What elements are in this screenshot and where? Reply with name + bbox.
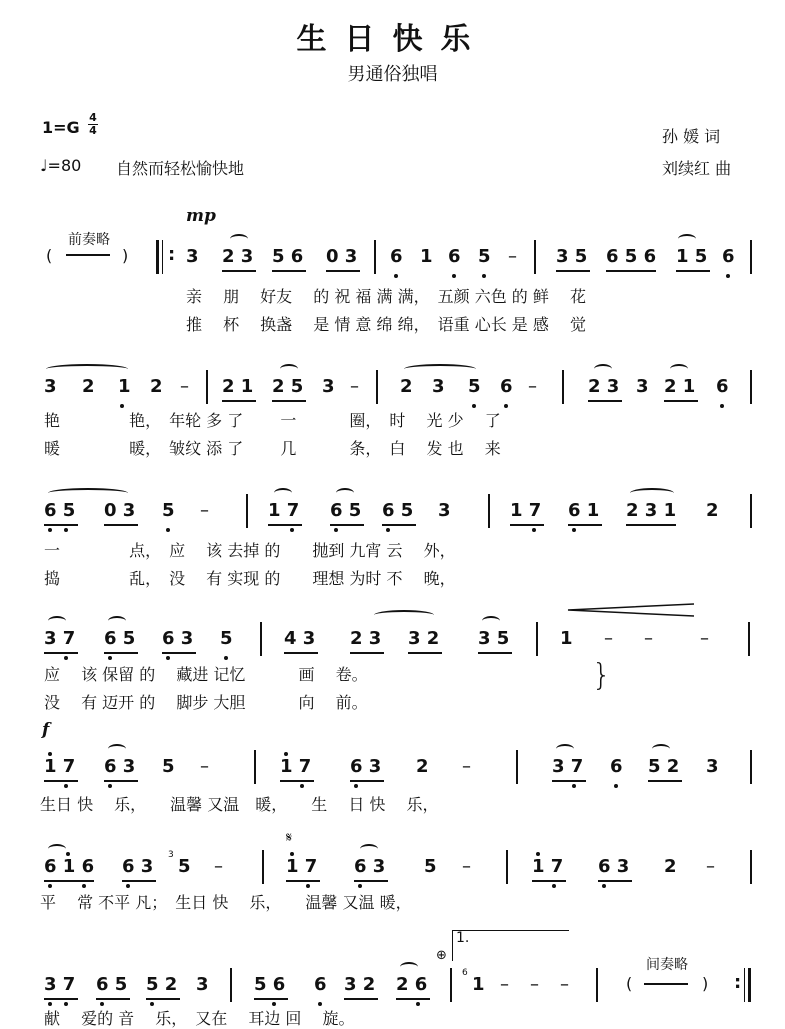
underline — [272, 270, 306, 272]
dash: – — [530, 974, 539, 995]
note: 3 5 — [478, 628, 510, 649]
low-dot — [224, 656, 228, 660]
grace-note: 3 — [168, 850, 174, 860]
dash: – — [644, 628, 653, 649]
underline — [44, 524, 78, 526]
note: 1 — [118, 376, 131, 397]
low-dot — [726, 274, 730, 278]
barline — [230, 968, 232, 1002]
prelude-open-paren: ( — [46, 246, 53, 265]
slur — [652, 744, 670, 754]
note: 3 — [322, 376, 335, 397]
underline — [606, 270, 656, 272]
lyric-line-1: 生日 快 乐， 温馨 又温 暖， 生 日 快 乐， — [40, 795, 439, 814]
note: 3 — [44, 376, 57, 397]
dash: – — [528, 376, 537, 397]
lyric-line-2: 推 杯 换盏 是 情 意 绵 绵， 语重 心长 是 感 觉 — [186, 315, 586, 334]
slur — [670, 364, 688, 374]
slur — [48, 616, 66, 626]
underline — [284, 652, 318, 654]
note: 3 7 — [44, 628, 76, 649]
barline — [516, 750, 518, 784]
low-dot — [48, 884, 52, 888]
note: 6 5 — [96, 974, 128, 995]
repeat-end-dots: : — [734, 972, 742, 993]
low-dot — [720, 404, 724, 408]
interlude-open-paren: ( — [626, 974, 633, 993]
low-dot — [504, 404, 508, 408]
barline — [748, 622, 750, 656]
underline — [326, 270, 360, 272]
low-dot — [108, 656, 112, 660]
underline — [568, 524, 602, 526]
note: 3 5 — [556, 246, 588, 267]
note: 3 2 — [408, 628, 440, 649]
note: 2 1 — [664, 376, 696, 397]
note: 2 3 — [222, 246, 254, 267]
underline — [104, 780, 138, 782]
note: 5 6 — [254, 974, 286, 995]
note: 2 6 — [396, 974, 428, 995]
underline — [676, 270, 710, 272]
time-bottom: 4 — [89, 124, 97, 137]
barline — [562, 370, 564, 404]
low-dot — [64, 656, 68, 660]
verse-brace: } — [592, 658, 612, 693]
coda-sign: ⊕ — [436, 948, 447, 963]
slur — [108, 616, 126, 626]
time-signature — [88, 112, 98, 137]
low-dot — [334, 528, 338, 532]
dash: – — [350, 376, 359, 397]
low-dot — [126, 884, 130, 888]
note: 3 — [186, 246, 199, 267]
note: 5 — [220, 628, 233, 649]
underline — [588, 400, 622, 402]
underline — [556, 270, 590, 272]
underline — [350, 652, 384, 654]
underline — [396, 998, 430, 1000]
low-dot — [614, 784, 618, 788]
high-dot — [536, 852, 540, 856]
barline — [536, 622, 538, 656]
note: 5 — [162, 756, 175, 777]
note: 4 3 — [284, 628, 316, 649]
slur — [400, 962, 418, 972]
barline — [750, 494, 752, 528]
composer: 刘续红 曲 — [662, 159, 732, 178]
time-top: 4 — [89, 111, 97, 124]
barline — [750, 370, 752, 404]
dash: – — [214, 856, 223, 877]
barline — [254, 750, 256, 784]
note: 6 1 — [568, 500, 600, 521]
note: 3 7 — [44, 974, 76, 995]
lyric-line-1: 应 该 保留 的 藏进 记忆 画 卷。 — [44, 665, 368, 684]
dash: – — [462, 756, 471, 777]
barline — [206, 370, 208, 404]
note: 0 3 — [326, 246, 358, 267]
interlude-line — [644, 983, 688, 985]
lyric-line-1: 艳 艳， 年轮 多 了 一 圈， 时 光 少 了 — [44, 411, 501, 430]
low-dot — [482, 274, 486, 278]
note: 6 3 — [104, 756, 136, 777]
note: 6 — [722, 246, 735, 267]
dynamics-mp: mp — [186, 206, 216, 226]
underline — [146, 998, 180, 1000]
slur — [556, 744, 574, 754]
note: 6 3 — [122, 856, 154, 877]
note: 2 5 — [272, 376, 304, 397]
barline — [534, 240, 536, 274]
note: 6 — [314, 974, 327, 995]
underline — [532, 880, 566, 882]
slur — [630, 488, 674, 498]
tempo: ♩=80 — [40, 156, 82, 175]
low-dot — [416, 1002, 420, 1006]
song-subtitle: 男通俗独唱 — [347, 64, 438, 85]
lyric-line-1: 亲 朋 好友 的 祝 福 满 满， 五颜 六色 的 鲜 花 — [186, 287, 586, 306]
high-dot — [48, 752, 52, 756]
slur — [108, 744, 126, 754]
note: 6 5 — [382, 500, 414, 521]
low-dot — [48, 528, 52, 532]
underline — [350, 780, 384, 782]
lyric-line-1: 平 常 不平 凡； 生日 快 乐， 温馨 又温 暖， — [40, 893, 412, 912]
underline — [552, 780, 586, 782]
note: 6 5 — [330, 500, 362, 521]
volta-bracket — [452, 930, 569, 961]
note: 1 7 — [510, 500, 542, 521]
dash: – — [500, 974, 509, 995]
underline — [44, 998, 78, 1000]
note: 2 — [400, 376, 413, 397]
low-dot — [572, 784, 576, 788]
barline — [450, 968, 452, 1002]
prelude-label: 前奏略 — [68, 232, 110, 248]
slur — [404, 364, 476, 374]
barline — [506, 850, 508, 884]
lyricist: 孙 媛 词 — [662, 127, 721, 146]
note: 2 — [416, 756, 429, 777]
note: 3 7 — [552, 756, 584, 777]
low-dot — [358, 884, 362, 888]
lyric-line-2: 捣 乱， 没 有 实现 的 理想 为时 不 晚， — [44, 569, 456, 588]
dash: – — [604, 628, 613, 649]
high-dot — [290, 852, 294, 856]
note: 5 — [424, 856, 437, 877]
dash: – — [180, 376, 189, 397]
underline — [478, 652, 512, 654]
underline — [626, 524, 676, 526]
underline — [510, 524, 544, 526]
note: 1 — [420, 246, 433, 267]
note: 3 — [438, 500, 451, 521]
dash: – — [706, 856, 715, 877]
underline — [104, 652, 138, 654]
slur — [482, 616, 500, 626]
note: 2 — [706, 500, 719, 521]
barline — [750, 850, 752, 884]
underline — [408, 652, 442, 654]
note: 2 — [150, 376, 163, 397]
expression: 自然而轻松愉快地 — [116, 159, 245, 178]
underline — [254, 998, 288, 1000]
note: 6 — [716, 376, 729, 397]
slur — [280, 364, 298, 374]
note: 2 1 — [222, 376, 254, 397]
underline — [104, 524, 138, 526]
slur — [48, 844, 66, 854]
note: 2 — [664, 856, 677, 877]
low-dot — [64, 784, 68, 788]
note: 3 — [706, 756, 719, 777]
dash: – — [508, 246, 517, 267]
barline — [262, 850, 264, 884]
underline — [286, 880, 320, 882]
high-dot — [66, 852, 70, 856]
crescendo-hairpin — [566, 602, 696, 618]
note: 5 2 — [146, 974, 178, 995]
note: 5 — [478, 246, 491, 267]
low-dot — [452, 274, 456, 278]
note: 6 — [390, 246, 403, 267]
note: 1 7 — [44, 756, 76, 777]
repeat-start-dots: : — [168, 244, 176, 265]
lyric-line-1: 一 点， 应 该 去掉 的 抛到 九宵 云 外， — [44, 541, 456, 560]
slur — [46, 364, 128, 374]
note: 6 1 6 — [44, 856, 95, 877]
note: 5 6 — [272, 246, 304, 267]
dynamics-f: f — [42, 720, 50, 740]
underline — [664, 400, 698, 402]
underline — [222, 400, 256, 402]
slur — [594, 364, 612, 374]
interlude-label: 间奏略 — [646, 957, 688, 973]
note: 0 3 — [104, 500, 136, 521]
note: 3 — [196, 974, 209, 995]
note: 1 7 — [532, 856, 564, 877]
note: 3 2 — [344, 974, 376, 995]
barline — [488, 494, 490, 528]
note: 3 — [432, 376, 445, 397]
note: 1 7 — [280, 756, 312, 777]
segno-sign: 𝄋 — [286, 830, 293, 846]
low-dot — [82, 884, 86, 888]
barline — [376, 370, 378, 404]
note: 3 — [636, 376, 649, 397]
lyric-line-1: 献 爱的 音 乐， 又在 耳边 回 旋。 — [44, 1009, 355, 1028]
note: 5 — [178, 856, 191, 877]
underline — [222, 270, 256, 272]
note: 1 7 — [286, 856, 318, 877]
low-dot — [306, 884, 310, 888]
prelude-close-paren: ) — [122, 246, 129, 265]
low-dot — [552, 884, 556, 888]
low-dot — [166, 656, 170, 660]
underline — [44, 780, 78, 782]
low-dot — [166, 528, 170, 532]
note: 6 — [610, 756, 623, 777]
note: 1 — [472, 974, 485, 995]
note: 6 5 6 — [606, 246, 657, 267]
underline — [648, 780, 682, 782]
high-dot — [284, 752, 288, 756]
barline — [246, 494, 248, 528]
dash: – — [560, 974, 569, 995]
note: 6 3 — [162, 628, 194, 649]
note: 6 5 — [104, 628, 136, 649]
low-dot — [354, 784, 358, 788]
note: 6 3 — [354, 856, 386, 877]
note: 5 — [468, 376, 481, 397]
underline — [44, 652, 78, 654]
underline — [96, 998, 130, 1000]
note: 6 3 — [350, 756, 382, 777]
barline — [750, 750, 752, 784]
underline — [330, 524, 364, 526]
note: 1 7 — [268, 500, 300, 521]
interlude-close-paren: ) — [702, 974, 709, 993]
dash: – — [200, 756, 209, 777]
note: 6 3 — [598, 856, 630, 877]
low-dot — [602, 884, 606, 888]
key-signature: 1=G — [42, 118, 80, 137]
volta-label: 1. — [456, 930, 470, 946]
barline — [596, 968, 598, 1002]
repeat-end-thin — [744, 968, 745, 1002]
underline — [280, 780, 314, 782]
note: 2 — [82, 376, 95, 397]
barline — [374, 240, 376, 274]
slur — [48, 488, 128, 498]
barline — [750, 240, 752, 274]
low-dot — [300, 784, 304, 788]
note: 5 2 — [648, 756, 680, 777]
low-dot — [64, 528, 68, 532]
underline — [598, 880, 632, 882]
dash: – — [200, 500, 209, 521]
underline — [44, 880, 94, 882]
note: 6 — [448, 246, 461, 267]
dash: – — [700, 628, 709, 649]
underline — [382, 524, 416, 526]
note: 1 5 — [676, 246, 708, 267]
low-dot — [532, 528, 536, 532]
dash: – — [462, 856, 471, 877]
song-title: 生日快乐 — [296, 22, 489, 57]
slur — [360, 844, 378, 854]
slur — [336, 488, 354, 498]
underline — [162, 652, 196, 654]
slur — [230, 234, 248, 244]
low-dot — [572, 528, 576, 532]
underline — [354, 880, 388, 882]
note: 1 — [560, 628, 573, 649]
lyric-line-2: 没 有 迈开 的 脚步 大胆 向 前。 — [44, 693, 368, 712]
barline — [260, 622, 262, 656]
slur — [374, 610, 434, 620]
underline — [122, 880, 156, 882]
slur — [678, 234, 696, 244]
low-dot — [290, 528, 294, 532]
underline — [272, 400, 306, 402]
underline — [268, 524, 302, 526]
note: 2 3 — [588, 376, 620, 397]
low-dot — [386, 528, 390, 532]
lyric-line-2: 暖 暖， 皱纹 添 了 几 条， 白 发 也 来 — [44, 439, 501, 458]
note: 2 3 — [350, 628, 382, 649]
low-dot — [108, 784, 112, 788]
note: 6 5 — [44, 500, 76, 521]
note: 6 — [500, 376, 513, 397]
repeat-end-thick — [748, 968, 751, 1002]
underline — [344, 998, 378, 1000]
slur — [274, 488, 292, 498]
low-dot — [394, 274, 398, 278]
grace-note: 6 — [462, 968, 468, 978]
note: 5 — [162, 500, 175, 521]
note: 2 3 1 — [626, 500, 677, 521]
